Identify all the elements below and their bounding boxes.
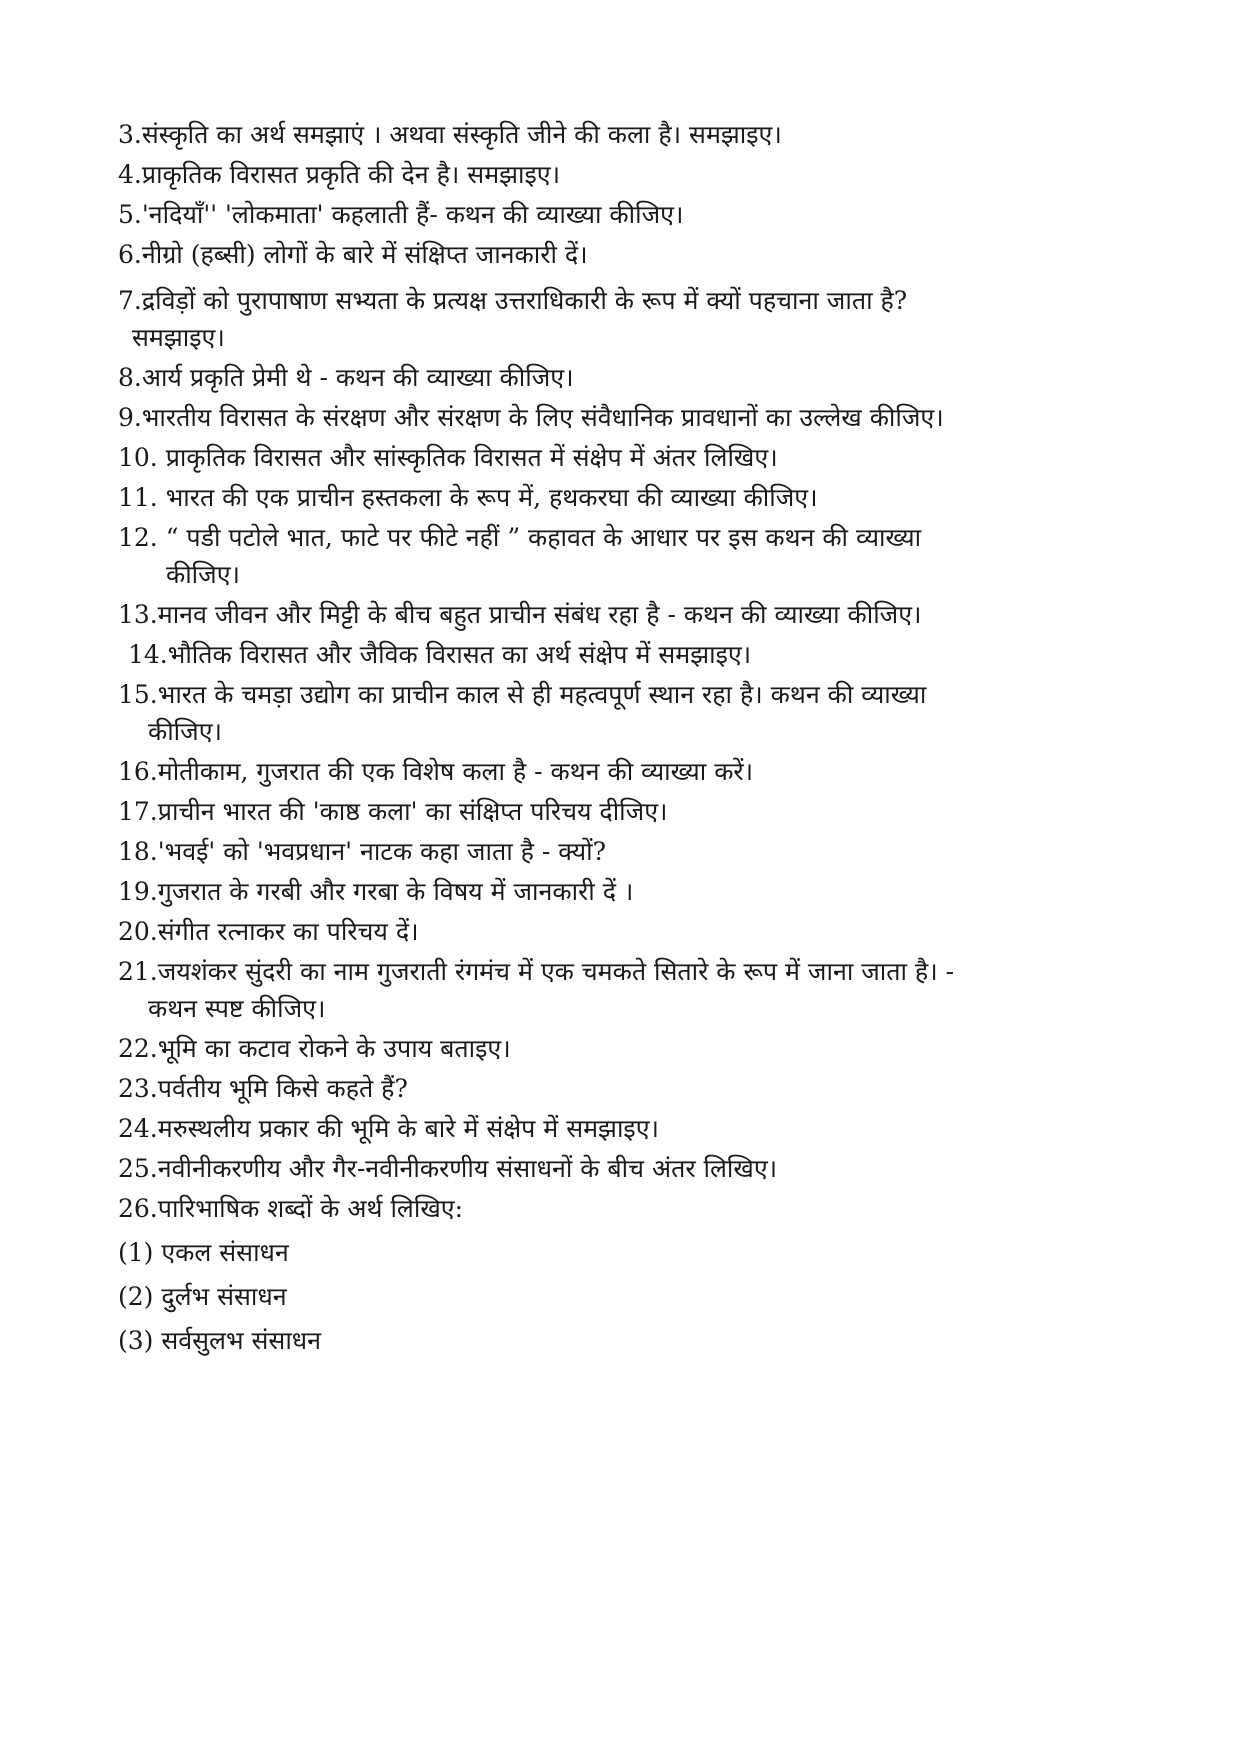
question-11: 11. भारत की एक प्राचीन हस्तकला के रूप में, हथकरघा की व्याख्या कीजिए। — [118, 483, 818, 512]
question-19: 19.गुजरात के गरबी और गरबा के विषय में जानकारी दें । — [118, 877, 634, 906]
question-24: 24.मरुस्थलीय प्रकार की भूमि के बारे में संक्षेप में समझाइए। — [118, 1114, 660, 1143]
question-17: 17.प्राचीन भारत की 'काष्ठ कला' का संक्षिप्त परिचय दीजिए। — [118, 797, 668, 826]
question-15-continuation: कीजिए। — [148, 717, 223, 746]
question-12: 12. “ पडी पटोले भात, फाटे पर फीटे नहीं ” कहावत के आधार पर इस कथन की व्याख्या — [118, 523, 922, 552]
question-26: 26.पारिभाषिक शब्दों के अर्थ लिखिए: — [118, 1194, 464, 1223]
question-18: 18.'भवई' को 'भवप्रधान' नाटक कहा जाता है - क्यों? — [118, 837, 606, 866]
question-3: 3.संस्कृति का अर्थ समझाएं । अथवा संस्कृति जीने की कला है। समझाइए। — [118, 120, 782, 149]
subitem-2: (2) दुर्लभ संसाधन — [118, 1282, 287, 1311]
question-14: 14.भौतिक विरासत और जैविक विरासत का अर्थ संक्षेप में समझाइए। — [128, 640, 752, 669]
question-7: 7.द्रविड़ों को पुरापाषाण सभ्यता के प्रत्यक्ष उत्तराधिकारी के रूप में क्यों पहचाना जाता है? — [118, 286, 908, 315]
question-8: 8.आर्य प्रकृति प्रेमी थे - कथन की व्याख्या कीजिए। — [118, 363, 574, 392]
question-23: 23.पर्वतीय भूमि किसे कहते हैं? — [118, 1074, 408, 1103]
question-12-continuation: कीजिए। — [166, 560, 241, 589]
question-4: 4.प्राकृतिक विरासत प्रकृति की देन है। समझाइए। — [118, 160, 561, 189]
question-21: 21.जयशंकर सुंदरी का नाम गुजराती रंगमंच में एक चमकते सितारे के रूप में जाना जाता है। - — [118, 957, 955, 986]
question-25: 25.नवीनीकरणीय और गैर-नवीनीकरणीय संसाधनों के बीच अंतर लिखिए। — [118, 1154, 778, 1183]
question-16: 16.मोतीकाम, गुजरात की एक विशेष कला है - कथन की व्याख्या करें। — [118, 757, 754, 786]
subitem-3: (3) सर्वसुलभ संसाधन — [118, 1326, 322, 1355]
question-5: 5.'नदियाँ'' 'लोकमाता' कहलाती हैं- कथन की व्याख्या कीजिए। — [118, 200, 684, 229]
question-9: 9.भारतीय विरासत के संरक्षण और संरक्षण के लिए संवैधानिक प्रावधानों का उल्लेख कीजिए। — [118, 403, 944, 432]
question-15: 15.भारत के चमड़ा उद्योग का प्राचीन काल से ही महत्वपूर्ण स्थान रहा है। कथन की व्याख्या — [118, 680, 927, 709]
question-13: 13.मानव जीवन और मिट्टी के बीच बहुत प्राचीन संबंध रहा है - कथन की व्याख्या कीजिए। — [118, 600, 922, 629]
question-6: 6.नीग्रो (हब्सी) लोगों के बारे में संक्षिप्त जानकारी दें। — [118, 240, 588, 269]
question-22: 22.भूमि का कटाव रोकने के उपाय बताइए। — [118, 1034, 511, 1063]
question-list — [118, 118, 1128, 1358]
subitem-1: (1) एकल संसाधन — [118, 1238, 289, 1267]
question-20: 20.संगीत रत्नाकर का परिचय दें। — [118, 917, 419, 946]
question-7-continuation: समझाइए। — [132, 323, 225, 352]
question-21-continuation: कथन स्पष्ट कीजिए। — [148, 994, 326, 1023]
question-10: 10. प्राकृतिक विरासत और सांस्कृतिक विरासत में संक्षेप में अंतर लिखिए। — [118, 443, 778, 472]
